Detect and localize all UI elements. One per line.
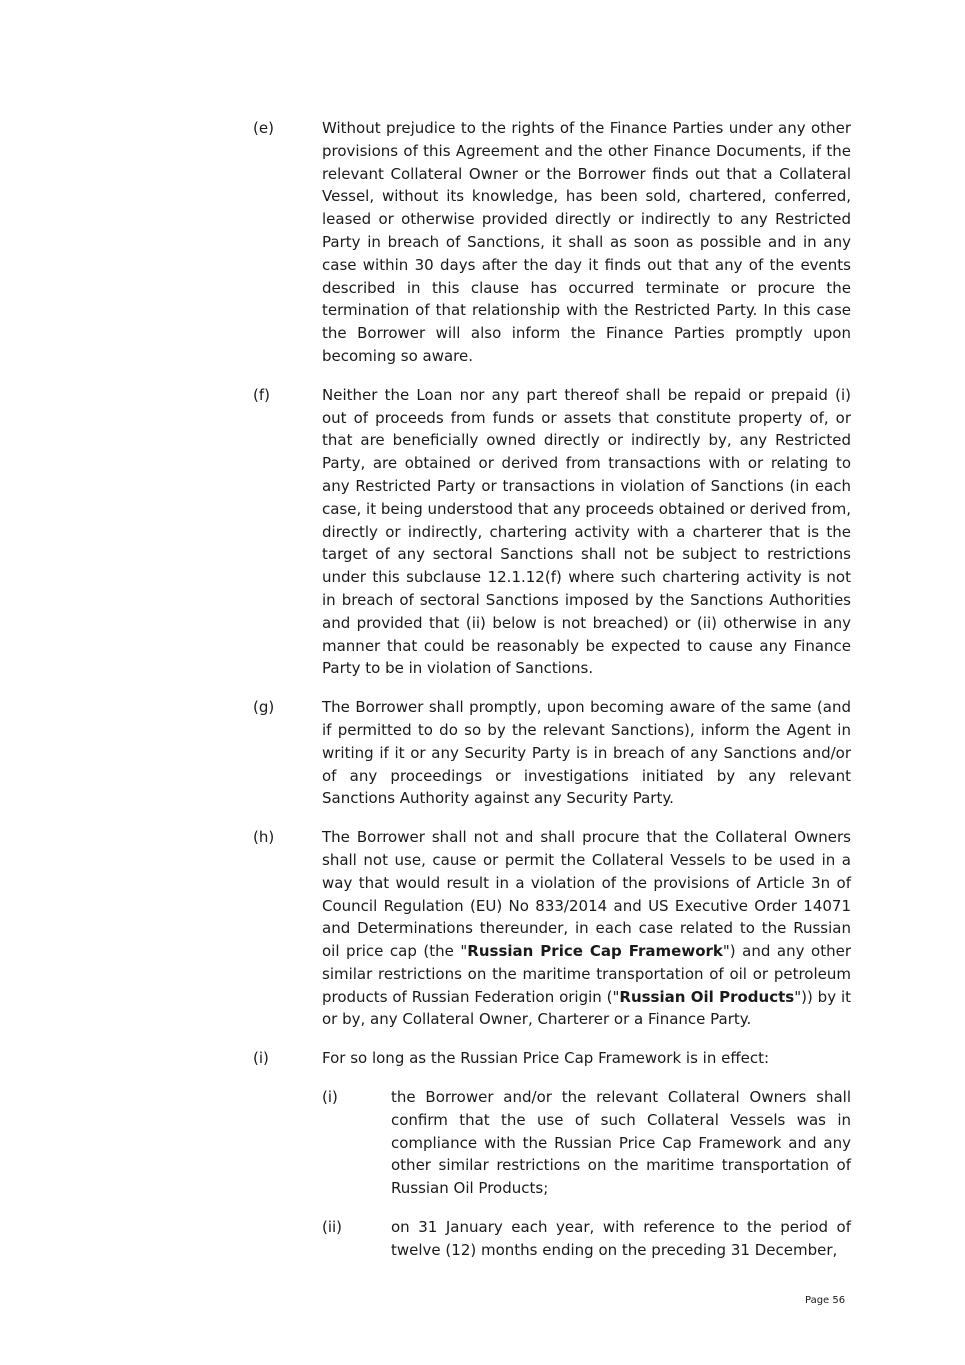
- page-number: Page 56: [805, 1295, 846, 1306]
- clause-text: The Borrower shall promptly, upon becoming aware of the same (and if permitted to do so by the relevant Sanctions), inform the Agent in writing if it or any Security Party is in breach of any Sanctions and/or of any proceedings or investigations initiated by any relevant Sanctions Authority against any Security Party.: [322, 698, 851, 808]
- clause-i: [253, 1047, 851, 1261]
- clause-g: [253, 696, 851, 810]
- defined-term-russian-oil-products: Russian Oil Products: [619, 987, 795, 1006]
- subclause-ii: [322, 1216, 851, 1262]
- clause-label: (h): [253, 828, 275, 847]
- subclause-text: on 31 January each year, with reference to the period of twelve (12) months ending on the preceding 31 December,: [391, 1218, 851, 1259]
- clause-text: For so long as the Russian Price Cap Framework is in effect:: [322, 1049, 770, 1068]
- clause-text: Neither the Loan nor any part thereof shall be repaid or prepaid (i) out of proceeds from funds or assets that constitute property of, or that are beneficially owned directly or indirectly by, any Restricted Party, are obtained or derived from transactions with or relating to any Restricted Party or transactions in violation of Sanctions (in each case, it being understood that any proceeds obtained or derived from, directly or indirectly, chartering activity with a charterer that is the target of any sectoral Sanctions shall not be subject to restrictions under this subclause 12.1.12(f) where such chartering activity is not in breach of sectoral Sanctions imposed by the Sanctions Authorities and provided that (ii) below is not breached) or (ii) otherwise in any manner that could be reasonably be expected to cause any Finance Party to be in violation of Sanctions.: [322, 385, 851, 678]
- subclause-label: (ii): [322, 1218, 343, 1237]
- clause-label: (i): [253, 1049, 269, 1068]
- clause-h: [253, 826, 851, 1031]
- subclause-label: (i): [322, 1088, 338, 1107]
- clause-text: Without prejudice to the rights of the Finance Parties under any other provisions of this Agreement and the other Finance Documents, if the relevant Collateral Owner or the Borrower finds out that a Collateral Vessel, without its knowledge, has been sold, chartered, conferred, leased or otherwise provided directly or indirectly to any Restricted Party in breach of Sanctions, it shall as soon as possible and in any case within 30 days after the day it finds out that any of the events described in this clause has occurred terminate or procure the termination of that relationship with the Restricted Party. In this case the Borrower will also inform the Finance Parties promptly upon becoming so aware.: [322, 119, 851, 365]
- clause-text: [322, 826, 851, 1031]
- clause-e: [253, 117, 851, 368]
- clause-label: (e): [253, 119, 274, 137]
- subclause-i: [322, 1086, 851, 1200]
- page-content: [253, 117, 851, 1278]
- subclause-list: [322, 1086, 851, 1262]
- clause-text-part: ") and any other similar restrictions on the maritime transportation of oil or petroleum products of Russian Federation origin (": [322, 942, 851, 1006]
- defined-term-russian-price-cap-framework: Russian Price Cap Framework: [467, 942, 723, 961]
- subclause-text: the Borrower and/or the relevant Collateral Owners shall confirm that the use of such Collateral Vessels was in compliance with the Russian Price Cap Framework and any other similar restrictions on the maritime transportation of Russian Oil Products;: [391, 1088, 851, 1198]
- clause-f: [253, 384, 851, 680]
- clause-label: (g): [253, 698, 275, 717]
- clause-label: (f): [253, 385, 270, 404]
- clause-text-part: ")) by it or by, any Collateral Owner, Charterer or a Finance Party.: [322, 987, 851, 1029]
- clause-text-part: The Borrower shall not and shall procure that the Collateral Owners shall not use, cause or permit the Collateral Vessels to be used in a way that would result in a violation of the provisions of Article 3n of Council Regulation (EU) No 833/2014 and US Executive Order 14071 and Determinations thereunder, in each case related to the Russian oil price cap (the ": [322, 828, 851, 961]
